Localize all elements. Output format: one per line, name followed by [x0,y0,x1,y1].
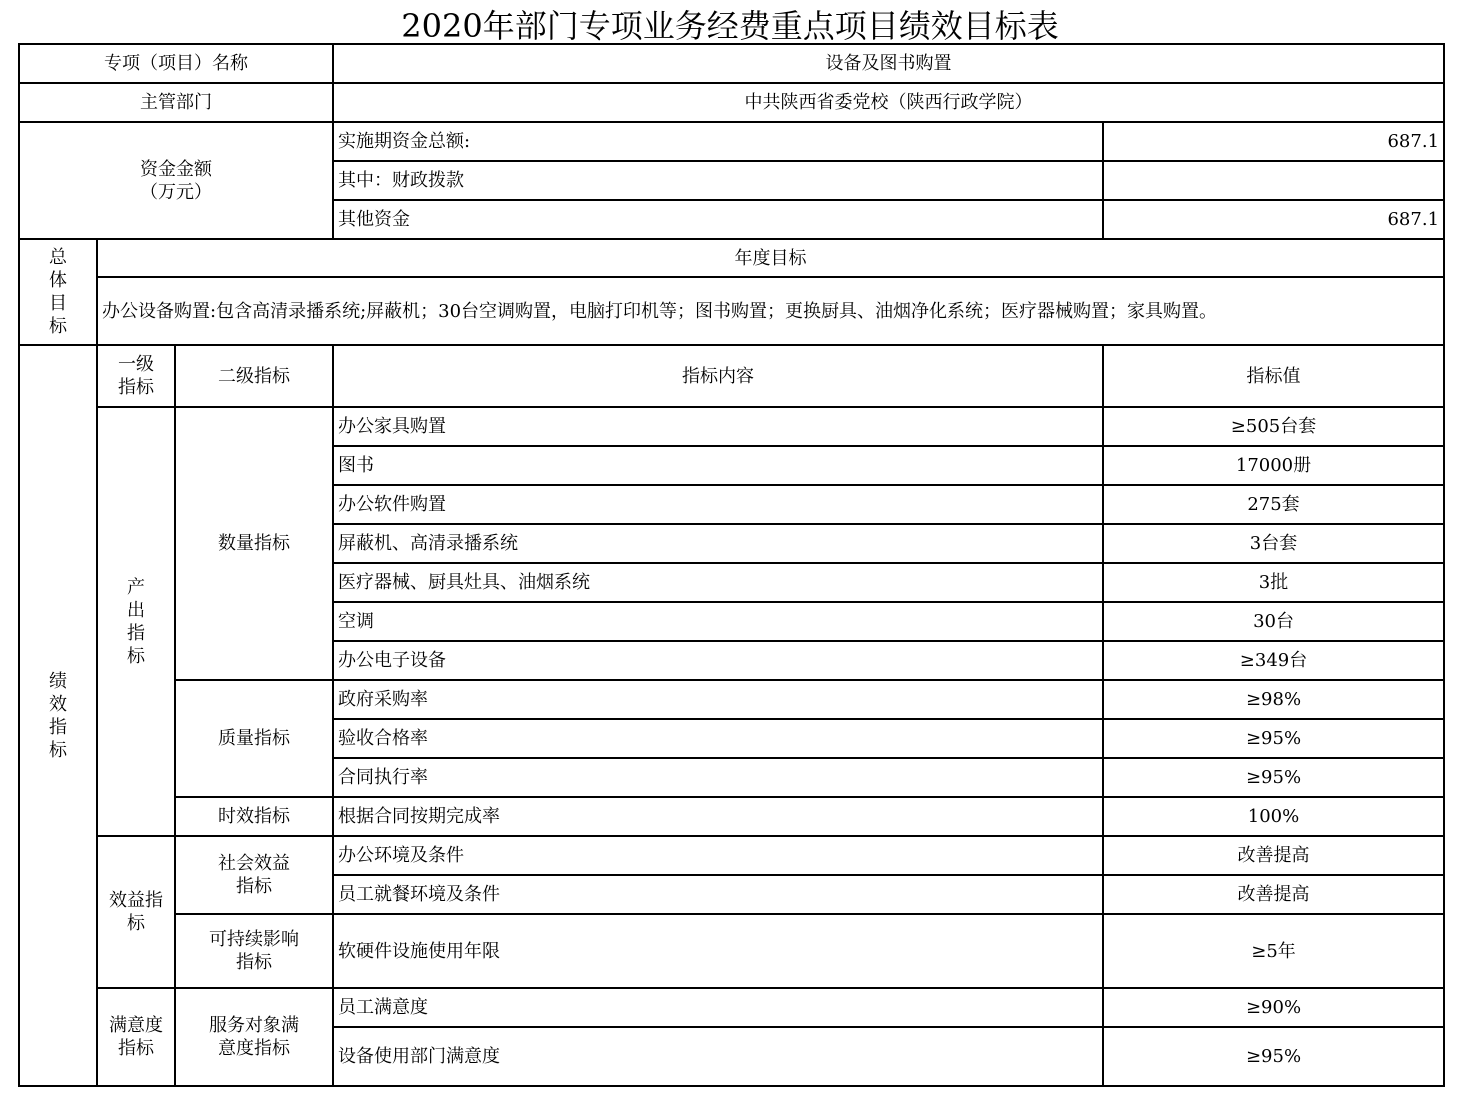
annual-goal-header-row [19,239,1444,277]
page-title: 2020年部门专项业务经费重点项目绩效目标表 [401,7,1059,45]
indicator-content: 办公软件购置 [333,485,1103,524]
funds-other-label: 其他资金 [333,200,1103,239]
benefit-indicator-label: 效益指标 [97,836,175,988]
indicator-content: 根据合同按期完成率 [333,797,1103,836]
project-name-row [19,44,1444,83]
indicator-value: ≥95% [1103,1027,1444,1086]
table-row [19,407,1444,446]
indicator-content: 政府采购率 [333,680,1103,719]
indicator-value: ≥349台 [1103,641,1444,680]
indicator-value: 改善提高 [1103,836,1444,875]
indicator-value: ≥95% [1103,758,1444,797]
funds-total-label: 实施期资金总额: [333,122,1103,161]
indicator-content: 医疗器械、厨具灶具、油烟系统 [333,563,1103,602]
level1-header: 一级指标 [97,345,175,407]
annual-goal-label: 年度目标 [97,239,1444,277]
indicator-value: 3台套 [1103,524,1444,563]
funds-other-value: 687.1 [1103,200,1444,239]
annual-goal-row [19,277,1444,345]
indicator-content: 员工满意度 [333,988,1103,1027]
overall-goal-label: 总体目标 [19,239,97,345]
indicator-content: 办公家具购置 [333,407,1103,446]
indicator-content: 合同执行率 [333,758,1103,797]
table-row [19,988,1444,1027]
indicator-value: ≥505台套 [1103,407,1444,446]
annual-goal-description: 办公设备购置:包含高清录播系统;屏蔽机；30台空调购置，电脑打印机等；图书购置；更换厨具、油烟净化系统；医疗器械购置；家具购置。 [97,277,1444,345]
table-row [19,797,1444,836]
indicator-content: 办公电子设备 [333,641,1103,680]
indicator-value: 改善提高 [1103,875,1444,914]
department-label: 主管部门 [19,83,333,122]
indicator-value: 30台 [1103,602,1444,641]
indicator-content: 图书 [333,446,1103,485]
project-name-value: 设备及图书购置 [333,44,1444,83]
quality-indicator-label: 质量指标 [175,680,333,797]
table-row [19,836,1444,875]
funds-total-row [19,122,1444,161]
indicator-content: 办公环境及条件 [333,836,1103,875]
indicator-content: 设备使用部门满意度 [333,1027,1103,1086]
indicator-content: 空调 [333,602,1103,641]
department-row [19,83,1444,122]
funds-label [19,122,333,239]
funds-fiscal-label: 其中：财政拨款 [333,161,1103,200]
sustainable-impact-indicator-label: 可持续影响指标 [175,914,333,988]
funds-label-line1: 资金金额 [140,158,212,180]
timeliness-indicator-label: 时效指标 [175,797,333,836]
service-satisfaction-indicator-label: 服务对象满意度指标 [175,988,333,1086]
indicator-content: 员工就餐环境及条件 [333,875,1103,914]
indicator-value: ≥90% [1103,988,1444,1027]
performance-indicators-label: 绩效指标 [19,345,97,1086]
funds-label-line2: （万元） [140,181,212,203]
indicator-value: 100% [1103,797,1444,836]
indicator-content: 软硬件设施使用年限 [333,914,1103,988]
funds-fiscal-value [1103,161,1444,200]
indicator-value: 17000册 [1103,446,1444,485]
indicator-content: 验收合格率 [333,719,1103,758]
indicator-value: 3批 [1103,563,1444,602]
social-benefit-indicator-label: 社会效益指标 [175,836,333,914]
department-value: 中共陕西省委党校（陕西行政学院） [333,83,1444,122]
indicator-value: ≥5年 [1103,914,1444,988]
table-row [19,914,1444,988]
funds-total-value: 687.1 [1103,122,1444,161]
indicator-value: ≥98% [1103,680,1444,719]
performance-target-table [18,43,1445,1087]
output-indicator-label: 产出指标 [97,407,175,836]
indicator-header-row [19,345,1444,407]
level2-header: 二级指标 [175,345,333,407]
indicator-value: ≥95% [1103,719,1444,758]
indicator-content: 屏蔽机、高清录播系统 [333,524,1103,563]
value-header: 指标值 [1103,345,1444,407]
table-row [19,680,1444,719]
indicator-value: 275套 [1103,485,1444,524]
content-header: 指标内容 [333,345,1103,407]
satisfaction-indicator-label: 满意度指标 [97,988,175,1086]
quantity-indicator-label: 数量指标 [175,407,333,680]
project-name-label: 专项（项目）名称 [19,44,333,83]
